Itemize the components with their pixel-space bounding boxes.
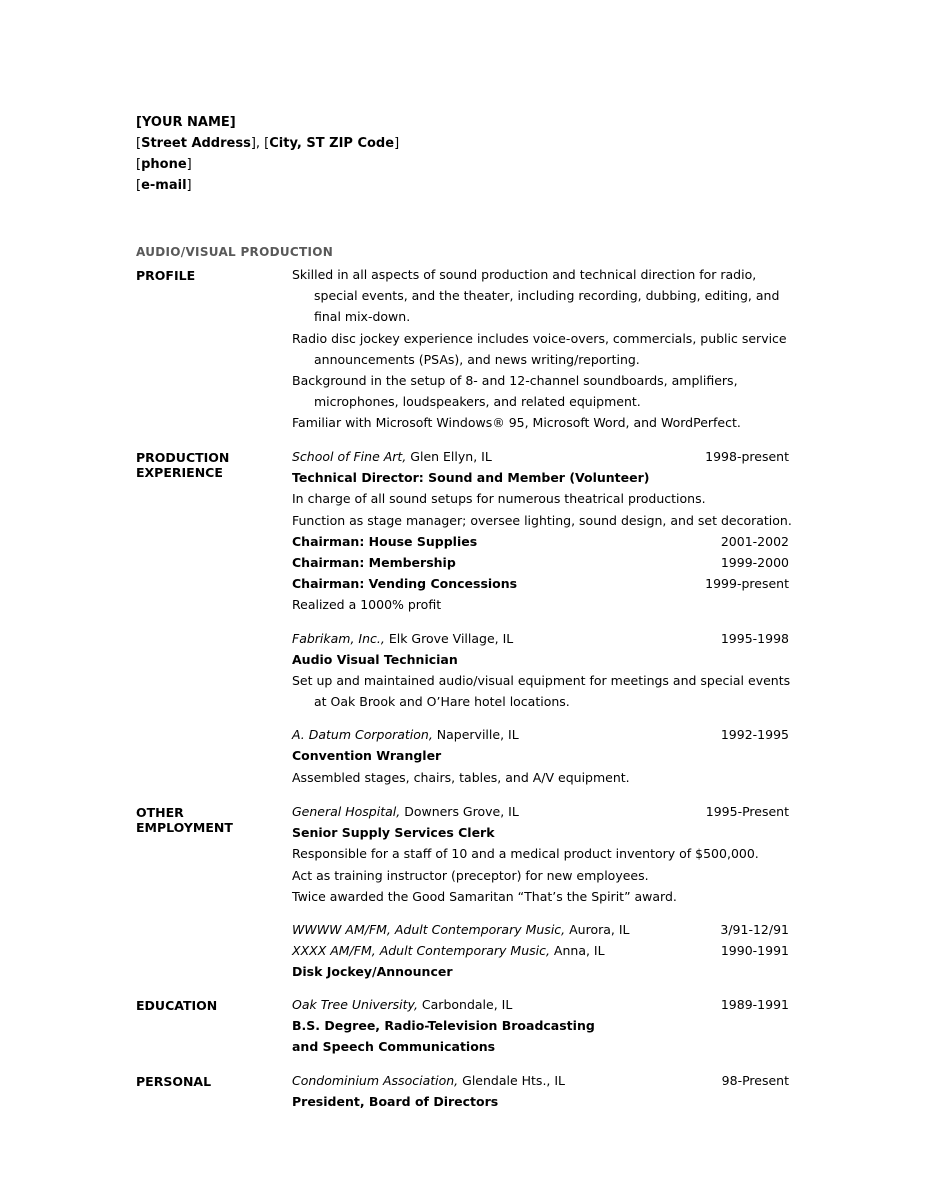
job-date: 1998-present bbox=[705, 449, 789, 464]
position-title: President, Board of Directors bbox=[292, 1094, 499, 1110]
job-title: Audio Visual Technician bbox=[292, 651, 458, 667]
profile-line: Familiar with Microsoft Windows® 95, Microsoft Word, and WordPerfect. bbox=[292, 415, 741, 431]
organization bbox=[292, 1070, 565, 1091]
section-label-line: PRODUCTION bbox=[136, 450, 230, 465]
employer-name: Fabrikam, Inc., bbox=[292, 630, 385, 646]
job-header bbox=[292, 628, 789, 649]
school-location: Carbondale, IL bbox=[417, 997, 513, 1012]
job-description: at Oak Brook and O’Hare hotel locations. bbox=[314, 694, 570, 710]
employer-location: Downers Grove, IL bbox=[400, 804, 519, 819]
job-description: Set up and maintained audio/visual equipment for meetings and special events bbox=[292, 672, 791, 688]
employer bbox=[292, 628, 513, 649]
employer-location: Aurora, IL bbox=[565, 921, 630, 937]
job-description: Responsible for a staff of 10 and a medical product inventory of $500,000. bbox=[292, 846, 759, 862]
job-date: 3/91-12/91 bbox=[720, 921, 789, 937]
employer-name: WWWW AM/FM, Adult Contemporary Music, bbox=[292, 921, 566, 937]
school bbox=[292, 994, 512, 1015]
section-label-education: EDUCATION bbox=[136, 998, 218, 1013]
production-content bbox=[292, 446, 792, 788]
section-label-line: OTHER bbox=[136, 805, 184, 820]
job-header bbox=[292, 446, 789, 467]
job-description: Twice awarded the Good Samaritan “That’s the Spirit” award. bbox=[292, 888, 677, 904]
job-description: Function as stage manager; oversee lighting, sound design, and set decoration. bbox=[292, 512, 792, 528]
section-label-other-employment bbox=[136, 805, 233, 835]
job-header bbox=[292, 940, 789, 961]
role-row bbox=[292, 531, 789, 552]
job-description: In charge of all sound setups for numerous theatrical productions. bbox=[292, 491, 706, 507]
degree: and Speech Communications bbox=[292, 1039, 496, 1055]
employer-location: Glen Ellyn, IL bbox=[406, 449, 492, 464]
profile-line: final mix-down. bbox=[314, 309, 411, 325]
job-title: Disk Jockey/Announcer bbox=[292, 964, 453, 980]
section-label-profile: PROFILE bbox=[136, 268, 196, 283]
job-header bbox=[292, 919, 789, 940]
employer-location: Elk Grove Village, IL bbox=[384, 630, 514, 646]
email-line: [e-mail] bbox=[136, 178, 192, 193]
job-date: 1990-1991 bbox=[720, 943, 789, 959]
employer-name: XXXX AM/FM, Adult Contemporary Music, bbox=[292, 943, 550, 959]
job-date: 1995-Present bbox=[705, 804, 789, 819]
profile-line: microphones, loudspeakers, and related equipment. bbox=[314, 394, 641, 410]
street-address: Street Address bbox=[141, 136, 251, 151]
profile-line: announcements (PSAs), and news writing/reporting. bbox=[314, 351, 640, 367]
job-title: Senior Supply Services Clerk bbox=[292, 825, 495, 841]
personal-content bbox=[292, 1070, 789, 1112]
section-label-personal: PERSONAL bbox=[136, 1074, 212, 1089]
role-title: Chairman: House Supplies bbox=[292, 533, 478, 549]
job-note: Realized a 1000% profit bbox=[292, 597, 442, 613]
organization-name: Condominium Association, bbox=[292, 1073, 459, 1088]
employer-location: Anna, IL bbox=[549, 943, 605, 959]
profile-line: Radio disc jockey experience includes voice-overs, commercials, public service bbox=[292, 330, 787, 346]
profile-line: Background in the setup of 8- and 12-channel soundboards, amplifiers, bbox=[292, 372, 738, 388]
education-content bbox=[292, 994, 789, 1058]
role-title: Chairman: Membership bbox=[292, 554, 456, 570]
address-line: [Street Address], [City, ST ZIP Code] bbox=[136, 136, 400, 151]
organization-date: 98-Present bbox=[721, 1073, 789, 1088]
employer-location: Naperville, IL bbox=[432, 727, 519, 743]
school-header bbox=[292, 994, 789, 1015]
role-date: 2001-2002 bbox=[720, 533, 789, 549]
role-date: 1999-present bbox=[705, 576, 789, 592]
other-employment-content bbox=[292, 801, 789, 983]
phone: phone bbox=[141, 157, 187, 172]
job-description: Act as training instructor (preceptor) for new employees. bbox=[292, 867, 649, 883]
job-date: 1995-1998 bbox=[720, 630, 789, 646]
role-row bbox=[292, 573, 789, 594]
role-row bbox=[292, 552, 789, 573]
profile-content bbox=[292, 264, 789, 434]
job-title: Technical Director: Sound and Member (Volunteer) bbox=[292, 470, 650, 486]
employer-name: School of Fine Art, bbox=[292, 449, 407, 464]
employer-name: A. Datum Corporation, bbox=[292, 727, 433, 743]
employer bbox=[292, 940, 605, 961]
city-state-zip: City, ST ZIP Code bbox=[269, 136, 395, 151]
job-date: 1992-1995 bbox=[720, 727, 789, 743]
employer-name: General Hospital, bbox=[292, 804, 401, 819]
job-header bbox=[292, 724, 789, 745]
role-title: Chairman: Vending Concessions bbox=[292, 576, 518, 592]
profile-line: special events, and the theater, including recording, dubbing, editing, and bbox=[314, 288, 780, 304]
organization-location: Glendale Hts., IL bbox=[458, 1073, 566, 1088]
job-description: Assembled stages, chairs, tables, and A/V equipment. bbox=[292, 769, 630, 785]
job-title: Convention Wrangler bbox=[292, 748, 442, 764]
degree: B.S. Degree, Radio-Television Broadcasting bbox=[292, 1018, 595, 1034]
job-header bbox=[292, 801, 789, 822]
name-line bbox=[136, 112, 399, 133]
name: [YOUR NAME] bbox=[136, 115, 236, 130]
resume-headline: AUDIO/VISUAL PRODUCTION bbox=[136, 245, 334, 259]
section-label-line: EMPLOYMENT bbox=[136, 820, 233, 835]
role-date: 1999-2000 bbox=[720, 554, 789, 570]
profile-line: Skilled in all aspects of sound production and technical direction for radio, bbox=[292, 267, 757, 282]
employer bbox=[292, 801, 519, 822]
school-name: Oak Tree University, bbox=[292, 997, 418, 1012]
section-label-production bbox=[136, 450, 229, 480]
employer bbox=[292, 919, 630, 940]
employer bbox=[292, 446, 492, 467]
school-date: 1989-1991 bbox=[720, 997, 789, 1012]
section-label-line: EXPERIENCE bbox=[136, 465, 223, 480]
employer bbox=[292, 724, 519, 745]
phone-line: [phone] bbox=[136, 157, 192, 172]
org-header bbox=[292, 1070, 789, 1091]
contact-header bbox=[136, 112, 399, 196]
email: e-mail bbox=[141, 178, 187, 193]
